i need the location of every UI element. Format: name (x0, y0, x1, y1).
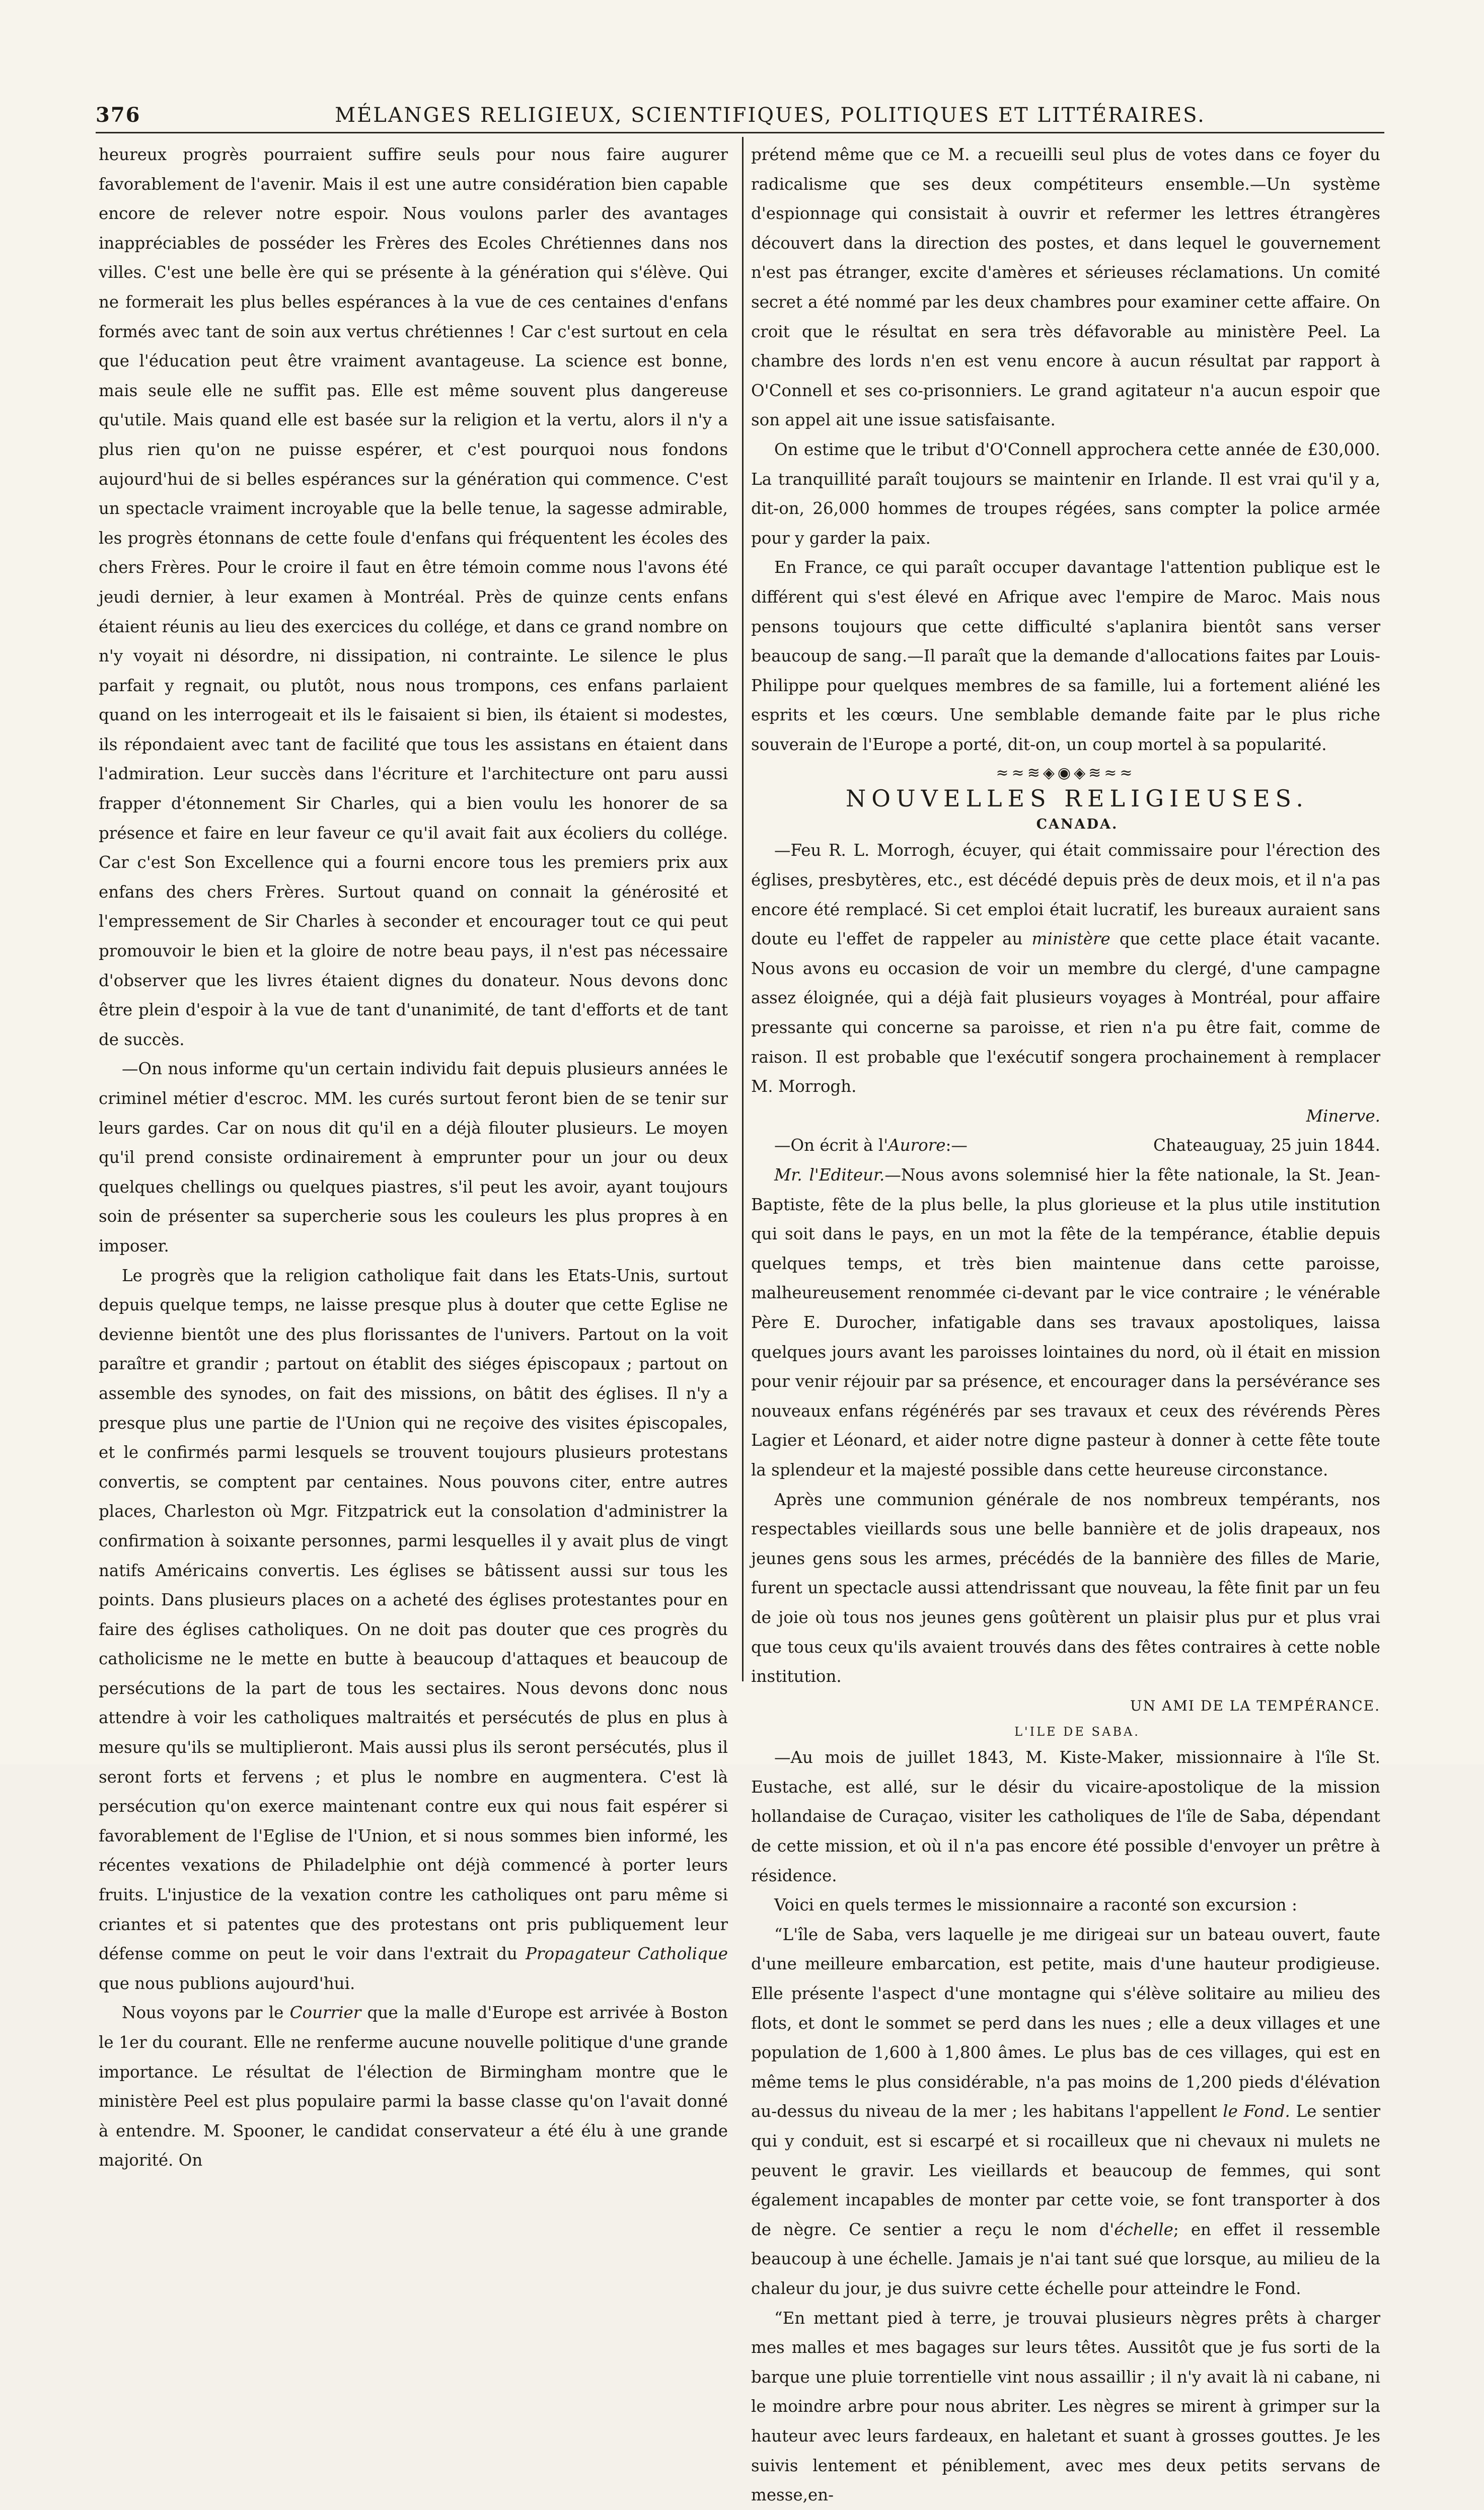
article-paragraph: prétend même que ce M. a recueilli seul plus de votes dans ce foyer du radicalisme que ses deux compétiteurs ensemble.—Un système d'espionnage qui consistait à ouvrir et refermer les lettres étrangères découvert dans la direction des postes, et dans lequel le gouvernement n'est pas étranger, excite d'amères et sérieuses réclamations. Un comité secret a été nommé par les deux chambres pour examiner cette affaire. On croit que le résultat en sera très défavorable au ministère Peel. La chambre des lords n'en est venu encore à aucun résultat par rapport à O'Connell et ses co-prisonniers. Le grand agitateur n'a aucun espoir que son appel ait une issue satisfaisante. (751, 145, 1380, 430)
emphasis: le Fond. (1223, 2102, 1290, 2121)
right-column (751, 140, 1381, 2505)
newspaper-title: Propagateur Catholique (526, 1944, 728, 1964)
article-paragraph: En France, ce qui paraît occuper davantage l'attention publique est le différent qui s'est élevé en Afrique avec l'empire de Maroc. Mais nous pensons toujours que cette difficulté s'aplanira bientôt sans verser beaucoup de sang.—Il paraît que la demande d'allocations faites par Louis-Philippe pour quelques membres de sa famille, lui a fortement aliéné les esprits et les cœurs. Une semblable demande faite par le plus riche souverain de l'Europe a porté, dit-on, un coup mortel à sa popularité. (751, 558, 1380, 754)
article-paragraph (751, 836, 1380, 1101)
text-run: que cette place était vacante. Nous avons eu occasion de voir un membre du clergé, d'une campagne assez éloignée, qui a déjà fait plusieurs voyages à Montréal, pour affaire pressante qui concerne sa paroisse, et rien n'a pu être fait, comme de raison. Il est probable que l'exécutif songera prochainement à remplacer M. Morrogh. (751, 929, 1380, 1096)
section-title: NOUVELLES RELIGIEUSES. (845, 785, 1309, 813)
text-run: —On écrit à l' (774, 1136, 888, 1155)
header-rule (96, 132, 1384, 133)
article-paragraph (99, 1998, 728, 2175)
article-paragraph: “En mettant pied à terre, je trouvai plusieurs nègres prêts à charger mes malles et mes bagages sur leurs têtes. Aussitôt que je fus sorti de la barque une pluie torrentielle vint nous assaillir ; il n'y avait là ni cabane, ni le moindre arbre pour nous abriter. Les nègres se mirent à grimper sur la hauteur avec leurs fardeaux, en haletant et suant à grosses gouttes. Je les suivis lentement et péniblement, avec mes deux petits servans de messe,en- (751, 2308, 1380, 2505)
text-run: Le sentier qui y conduit, est si escarpé et si rocailleux que ni chevaux ni mulets ne peuvent le gravir. Les vieillards et beaucoup de femmes, qui sont également incapables de monter par cette voie, se font transporter à dos de nègre. Ce sentier a reçu le nom d' (751, 2102, 1380, 2239)
text-run: —Feu R. L. Morrogh, écuyer, qui était commissaire pour l'érection des églises, presbytères, etc., est décédé depuis près de deux mois, et il n'a pas encore été remplacé. Si cet emploi était lucratif, les bureaux auraient sans doute eu l'effet de rappeler au (751, 841, 1380, 949)
text-run: ; en effet il ressemble beaucoup à une échelle. Jamais je n'ai tant sué que lorsque, au milieu de la chaleur du jour, je dus suivre cette échelle pour atteindre le Fond. (751, 2220, 1381, 2298)
text-run: “L'île de Saba, vers laquelle je me dirigeai sur un bateau ouvert, faute d'une meilleure embarcation, est petite, mais d'une hauteur prodigieuse. Elle présente l'aspect d'une montagne qui s'élève solitaire au milieu des flots, et dont le sommet se perd dans les nues ; elle a deux villages et une population de 1,600 à 1,800 âmes. Le plus bas de ces villages, qui est en même tems le plus considérable, n'a pas moins de 1,200 pieds d'élévation au-dessus du niveau de la mer ; les habitans l'appellent (751, 1925, 1380, 2121)
text-run: :— (945, 1136, 968, 1155)
running-head: MÉLANGES RELIGIEUX, SCIENTIFIQUES, POLITIQUES ET LITTÉRAIRES. (335, 104, 1206, 127)
text-run: que nous publions aujourd'hui. (99, 1973, 355, 1993)
article-paragraph (751, 1160, 1380, 1485)
article-paragraph: Voici en quels termes le missionnaire a raconté son excursion : (774, 1895, 1297, 1915)
article-paragraph (751, 1131, 1380, 1160)
article-paragraph: Après une communion générale de nos nombreux tempérants, nos respectables vieillards sous une belle bannière et de jolis drapeaux, nos jeunes gens sous les armes, précédés de la bannière des filles de Marie, furent un spectacle aussi attendrissant que nouveau, la fête finit par un feu de joie où tous nos jeunes gens goûtèrent un plaisir plus pur et plus vrai que tous ceux qu'ils avaient trouvés dans des fêtes contraires à cette noble institution. (751, 1490, 1380, 1686)
text-run: que la malle d'Europe est arrivée à Boston le 1er du courant. Elle ne renferme aucune nouvelle politique d'une grande importance. Le résultat de l'élection de Birmingham montre que le ministère Peel est plus populaire parmi la basse classe qu'on l'avait donné à entendre. M. Spooner, le candidat conservateur a été élu à une grande majorité. On (99, 2003, 728, 2170)
column-divider (742, 137, 744, 1681)
article-paragraph (99, 1261, 728, 1999)
article-paragraph (751, 1920, 1380, 2304)
source-signature: Minerve. (1306, 1106, 1380, 1126)
article-paragraph: —On nous informe qu'un certain individu fait depuis plusieurs années le criminel métier d'escroc. MM. les curés surtout feront bien de se tenir sur leurs gardes. Car on nous dit qu'il en a déjà filouter plusieurs. Le moyen qu'il prend consiste ordinairement à emprunter pour un jour ou deux quelques chellings ou quelques piastres, s'il peut les avoir, ayant toujours soin de présenter sa supercherie sous les couleurs les plus propres à en imposer. (99, 1059, 728, 1256)
subsection-title: CANADA. (1036, 817, 1119, 833)
left-column (99, 140, 728, 2170)
ornament-divider: ≈≈≋◈◉◈≋≈≈ (996, 764, 1136, 782)
subsection-title: L'ILE DE SABA. (1014, 1725, 1140, 1739)
dateline: Chateauguay, 25 juin 1844. (1153, 1136, 1380, 1155)
article-paragraph: On estime que le tribut d'O'Connell approchera cette année de £30,000. La tranquillité paraît toujours se maintenir en Irlande. Il est vrai qu'il y a, dit-on, 26,000 hommes de troupes régées, sans compter la police armée pour y garder la paix. (751, 439, 1380, 548)
newspaper-title: Aurore (888, 1136, 946, 1155)
newspaper-title: Courrier (289, 2003, 361, 2023)
article-paragraph: heureux progrès pourraient suffire seuls pour nous faire augurer favorablement de l'avenir. Mais il est une autre considération bien capable encore de relever notre espoir. Nous voulons parler des avantages inappréciables de posséder les Frères des Ecoles Chrétiennes dans nos villes. C'est une belle ère qui se présente à la génération qui s'élève. Qui ne formerait les plus belles espérances à la vue de ces centaines d'enfans formés avec tant de soin aux vertus chrétiennes ! Car c'est surtout en cela que l'éducation peut être vraiment avantageuse. La science est bonne, mais seule elle ne suffit pas. Elle est même souvent plus dangereuse qu'utile. Mais quand elle est basée sur la religion et la vertu, alors il n'y a plus rien qu'on ne puisse espérer, et c'est pourquoi nous fondons aujourd'hui de si belles espérances sur la génération qui commence. C'est un spectacle vraiment incroyable que la belle tenue, la sagesse admirable, les progrès étonnans de cette foule d'enfans qui fréquentent les écoles des chers Frères. Pour le croire il faut en être témoin comme nous l'avons été jeudi dernier, à leur examen à Montréal. Près de quinze cents enfans étaient réunis au lieu des exercices du collége, et dans ce grand nombre on n'y voyait ni désordre, ni dissipation, ni contrainte. Le silence le plus parfait y regnait, ou plutôt, nous nous trompons, ces enfans parlaient quand on les interrogeait et ils le faisaient si bien, ils étaient si modestes, ils répondaient avec tant de facilité que tous les assistans en étaient dans l'admiration. Leur succès dans l'écriture et l'architecture ont paru aussi frapper d'étonnement Sir Charles, qui a bien voulu les honorer de sa présence et faire en leur faveur ce qu'il avait fait aux écoliers du collége. Car c'est Son Excellence qui a fourni encore tous les premiers prix aux enfans des chers Frères. Surtout quand on connait la générosité et l'empressement de Sir Charles à seconder et encourager tout ce qui peut promouvoir le bien et la gloire de notre beau pays, il n'est pas nécessaire d'observer que les livres étaient dignes du donateur. Nous devons donc être plein d'espoir à la vue de tant d'unanimité, de tant d'efforts et de tant de succès. (99, 145, 728, 1049)
text-run: Le progrès que la religion catholique fait dans les Etats-Unis, surtout depuis quelque temps, ne laisse presque plus à douter que cette Eglise ne devienne bientôt une des plus florissantes de l'univers. Partout on la voit paraître et grandir ; partout on établit des siéges épiscopaux ; partout on assemble des synodes, on fait des missions, on bâtit des églises. Il n'y a presque plus une partie de l'Union qui ne reçoive des visites épiscopales, et le confirmés parmi lesquels se trouvent toujours plusieurs protestans convertis, se comptent par centaines. Nous pouvons citer, entre autres places, Charleston où Mgr. Fitzpatrick eut la consolation d'administrer la confirmation à soixante personnes, parmi lesquelles il y avait plus de vingt natifs Américains convertis. Les églises se bâtissent aussi sur tous les points. Dans plusieurs places on a acheté des églises protestantes pour en faire des églises catholiques. On ne doit pas douter que ces progrès du catholicisme ne le mette en butte à beaucoup d'attaques et beaucoup de persécutions de la part de tous les sectaires. Nous devons donc nous attendre à voir les catholiques maltraités et persécutés de plus en plus à mesure qu'ils se multiplieront. Mais aussi plus ils seront persécutés, plus il seront forts et fervens ; et plus le nombre en augmentera. C'est là persécution qu'on exerce maintenant contre eux qui nous fait espérer si favorablement de l'Eglise de l'Union, et si nous sommes bien informé, les récentes vexations de Philadelphie ont déjà commencé à porter leurs fruits. L'injustice de la vexation contre les catholiques ont paru même si criantes et si patentes que des protestans ont pris publiquement leur défense comme on peut le voir dans l'extrait du (99, 1266, 728, 1964)
emphasis: échelle (1114, 2220, 1173, 2239)
emphasis: ministère (1031, 929, 1110, 949)
letter-salutation: Mr. l'Editeur. (774, 1165, 885, 1185)
text-run: Nous voyons par le (122, 2003, 284, 2023)
text-run: —Nous avons solemnisé hier la fête nationale, la St. Jean-Baptiste, fête de la plus belle, la plus glorieuse et la plus utile institution qui soit dans le pays, en un mot la fête de la tempérance, établie depuis quelques temps, et très bien maintenue dans cette paroisse, malheureusement renommée ci-devant par le vice contraire ; le vénérable Père E. Durocher, infatigable dans ses travaux apostoliques, laissa quelques jours avant les paroisses lointaines du nord, où il était en mission pour venir réjouir par sa présence, et encourager dans la persévérance ses nouveaux enfans régénérés par ses travaux et ceux des révérends Pères Lagier et Léonard, et aider notre digne pasteur à donner à cette fête toute la splendeur et la majesté possible dans cette heureuse circonstance. (751, 1165, 1380, 1480)
letter-signoff: UN AMI DE LA TEMPÉRANCE. (1130, 1697, 1380, 1714)
page-number: 376 (96, 103, 141, 127)
article-paragraph: —Au mois de juillet 1843, M. Kiste-Maker, missionnaire à l'île St. Eustache, est allé, sur le désir du vicaire-apostolique de la mission hollandaise de Curaçao, visiter les catholiques de l'île de Saba, dépendant de cette mission, et où il n'a pas encore été possible d'envoyer un prêtre à résidence. (751, 1748, 1380, 1885)
